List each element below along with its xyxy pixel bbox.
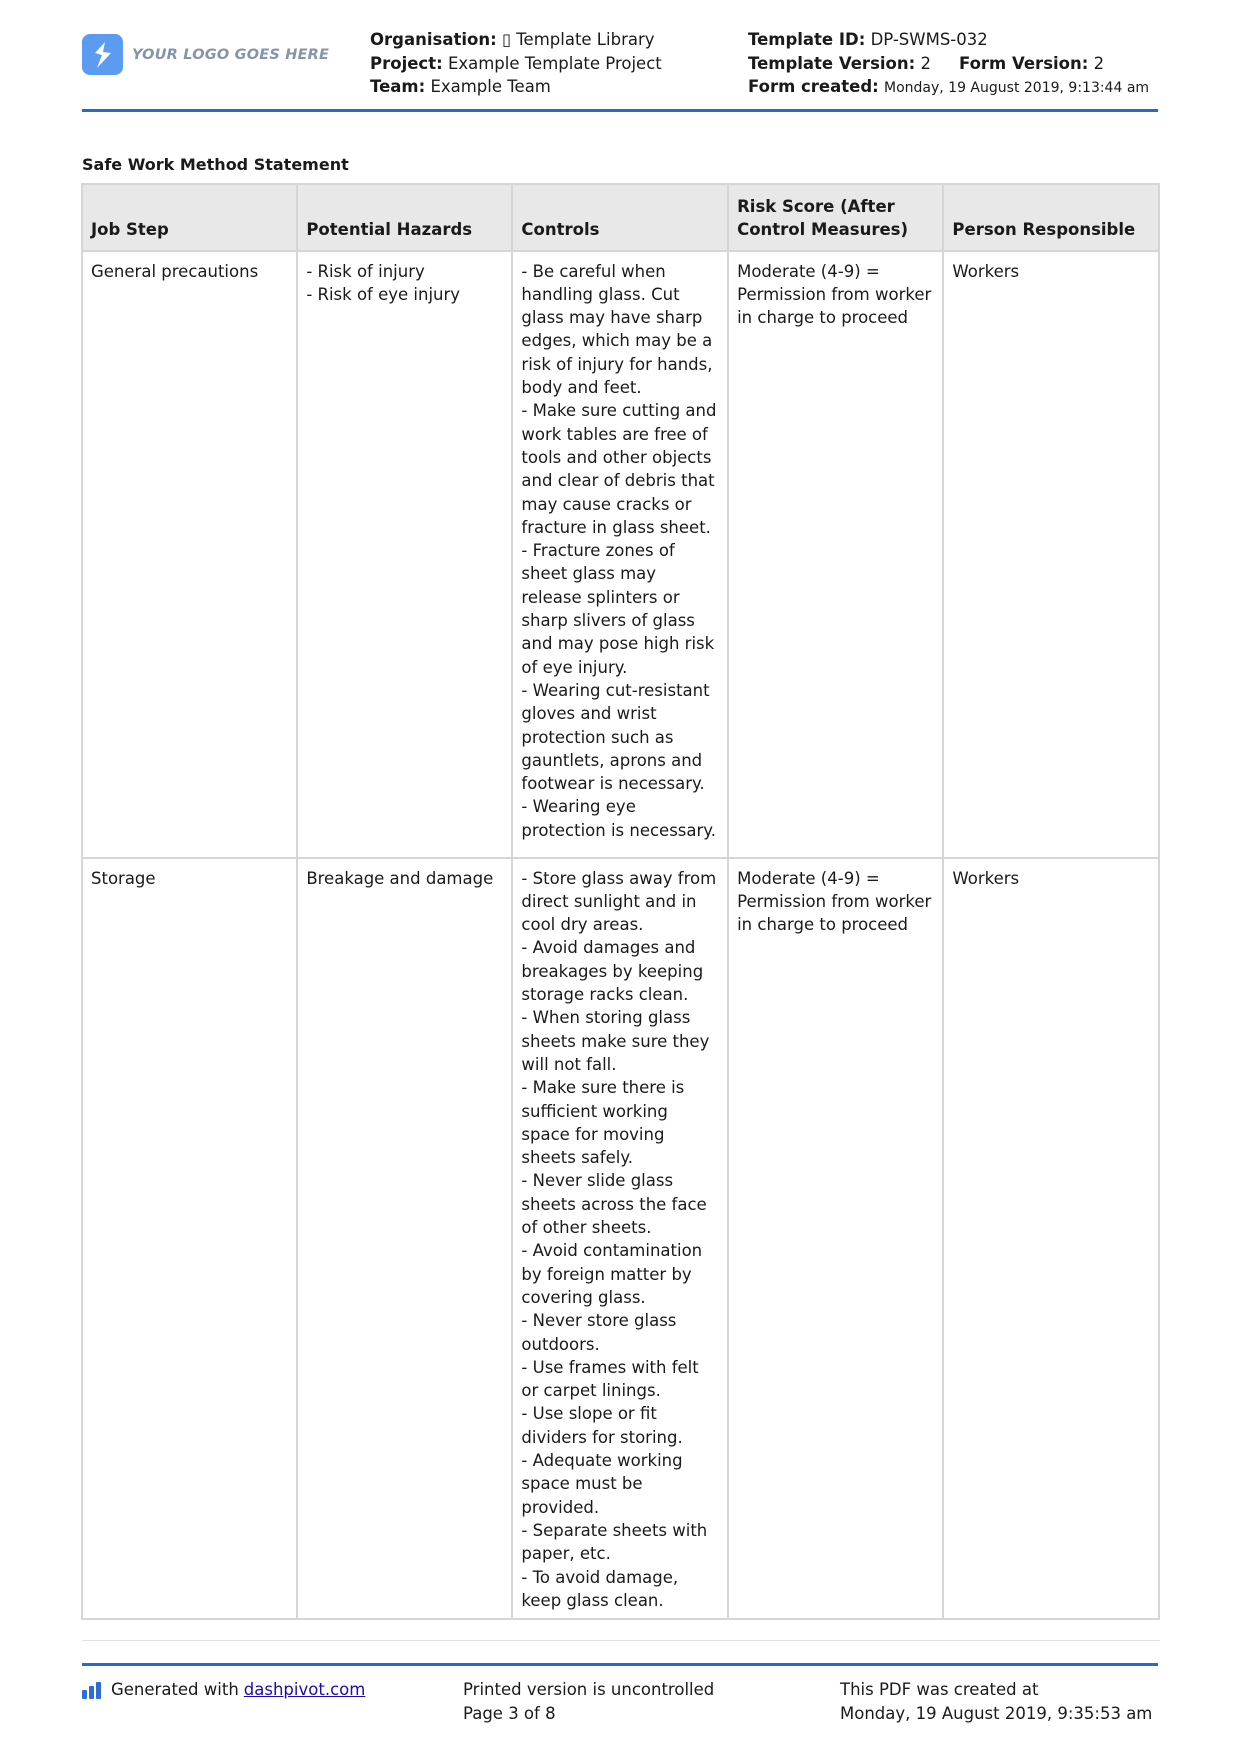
version-line [748, 52, 1149, 76]
template-id-line [748, 28, 1149, 52]
table-header-row [82, 184, 1159, 251]
team-label: Team: [370, 77, 426, 96]
column-header-job-step: Job Step [82, 184, 297, 251]
header-project-info [370, 28, 662, 99]
dashpivot-link[interactable]: dashpivot.com [243, 1680, 366, 1699]
pdf-created-prefix: This PDF was created at [840, 1680, 1039, 1699]
footer-separator [82, 1640, 1160, 1641]
table-row [82, 251, 1159, 858]
risk-score-cell: Moderate (4-9) = Permission from worker in charge to proceed [728, 858, 943, 1620]
project-line [370, 52, 662, 76]
template-version-label: Template Version: [748, 53, 916, 73]
controls-cell: - Store glass away from direct sunlight and in cool dry areas. - Avoid damages and breakages by keeping storage racks clean. - When storing glass sheets make sure they will not fall. - Make sure there is sufficient working space for moving sheets safely. - Never slide glass sheets across the face of other sheets. - Avoid contamination by foreign matter by covering glass. - Never store glass outdoors. - Use frames with felt or carpet linings. - Use slope or fit dividers for storing. - Adequate working space must be provided. - Separate sheets with paper, etc. - To avoid damage, keep glass clean. [512, 858, 728, 1620]
footer-divider [82, 1663, 1158, 1666]
form-created-label: Form created: [748, 77, 879, 96]
header-template-info [748, 28, 1149, 101]
generated-prefix: Generated with [111, 1680, 239, 1699]
controls-cell: - Be careful when handling glass. Cut glass may have sharp edges, which may be a risk of injury for hands, body and feet. - Make sure cutting and work tables are free of tools and other objects and clear of debris that may cause cracks or fracture in glass sheet. - Fracture zones of sheet glass may release splinters or sharp slivers of glass and may pose high risk of eye injury. - Wearing cut-resistant gloves and wrist protection such as gauntlets, aprons and footwear is necessary. - Wearing eye protection is necessary. [512, 251, 728, 858]
team-line [370, 75, 662, 99]
uncontrolled-note: Printed version is uncontrolled [463, 1680, 715, 1699]
organisation-value: ▯ Template Library [501, 30, 655, 49]
form-version-value: 2 [1093, 53, 1105, 73]
company-logo [82, 34, 329, 75]
page-number: Page 3 of 8 [463, 1703, 556, 1723]
column-header-risk-score: Risk Score (After Control Measures) [728, 184, 943, 251]
template-id-label: Template ID: [748, 30, 866, 49]
hazards-cell: Breakage and damage [297, 858, 512, 1620]
form-created-line [748, 75, 1149, 101]
dashpivot-logo-icon [82, 1681, 103, 1699]
job-step-cell: Storage [82, 858, 297, 1620]
risk-score-cell: Moderate (4-9) = Permission from worker in charge to proceed [728, 251, 943, 858]
person-responsible-cell: Workers [943, 251, 1159, 858]
column-header-hazards: Potential Hazards [297, 184, 512, 251]
person-responsible-cell: Workers [943, 858, 1159, 1620]
pdf-created [840, 1678, 1152, 1725]
organisation-line [370, 28, 662, 52]
team-value: Example Team [430, 77, 551, 96]
project-label: Project: [370, 53, 443, 73]
section-title: Safe Work Method Statement [82, 155, 349, 174]
hazards-cell: - Risk of injury - Risk of eye injury [297, 251, 512, 858]
column-header-person-responsible: Person Responsible [943, 184, 1159, 251]
table-row [82, 858, 1159, 1620]
template-id-value: DP-SWMS-032 [870, 30, 988, 49]
form-version-label: Form Version: [958, 53, 1089, 73]
generated-with [82, 1678, 365, 1702]
template-version-value: 2 [920, 53, 931, 73]
column-header-controls: Controls [512, 184, 728, 251]
swms-table [81, 183, 1160, 1620]
logo-text: YOUR LOGO GOES HERE [132, 46, 330, 63]
document-header [82, 28, 1162, 112]
header-divider [82, 109, 1158, 112]
organisation-label: Organisation: [370, 30, 497, 49]
form-created-value: Monday, 19 August 2019, 9:13:44 am [884, 80, 1150, 96]
project-value: Example Template Project [447, 53, 662, 73]
print-status [463, 1678, 714, 1725]
pdf-created-value: Monday, 19 August 2019, 9:35:53 am [840, 1703, 1153, 1723]
job-step-cell: General precautions [82, 251, 297, 858]
logo-mark-icon [82, 34, 123, 75]
